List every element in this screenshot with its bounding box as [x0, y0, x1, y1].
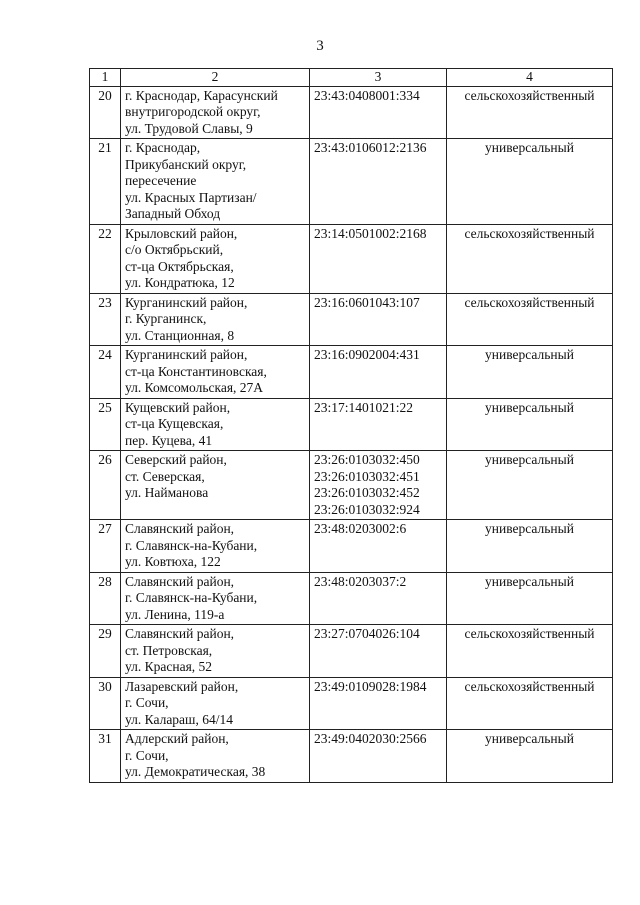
address-line: г. Сочи, [125, 747, 169, 763]
row-number: 21 [90, 139, 121, 225]
address-cell [121, 520, 310, 573]
address-cell [121, 677, 310, 730]
address-cell [121, 86, 310, 139]
address-cell [121, 139, 310, 225]
row-number: 24 [90, 346, 121, 399]
address-line: г. Сочи, [125, 695, 169, 710]
table-row [90, 730, 613, 783]
row-number: 20 [90, 86, 121, 139]
address-line: Курганинский район, [125, 347, 248, 362]
address-line: г. Славянск-на-Кубани, [125, 590, 258, 605]
cadastral-number: 23:26:0103032:451 [314, 468, 420, 484]
row-number: 28 [90, 572, 121, 625]
address-line: Лазаревский район, [125, 678, 239, 694]
address-cell [121, 625, 310, 678]
cadastral-number-cell [310, 625, 447, 678]
market-type-cell: универсальный [447, 520, 613, 573]
address-line: г. Краснодар, Карасунский [125, 87, 278, 103]
table-row [90, 139, 613, 225]
page-number: 3 [316, 38, 324, 54]
cadastral-number-cell [310, 572, 447, 625]
address-cell [121, 293, 310, 346]
cadastral-number: 23:43:0408001:334 [314, 87, 420, 103]
cadastral-number-cell [310, 451, 447, 520]
cadastral-number: 23:49:0402030:2566 [314, 731, 427, 746]
table-body [90, 69, 613, 783]
table-row [90, 224, 613, 293]
address-cell [121, 730, 310, 783]
table-row [90, 293, 613, 346]
cadastral-number: 23:48:0203037:2 [314, 573, 407, 589]
column-header-1: 1 [90, 69, 121, 87]
address-line: ул. Станционная, 8 [125, 327, 235, 343]
cadastral-number-cell [310, 139, 447, 225]
market-type-cell: сельскохозяйственный [447, 677, 613, 730]
cadastral-number-cell [310, 520, 447, 573]
address-line: Прикубанский округ, [125, 156, 247, 172]
address-line: Славянский район, [125, 626, 235, 641]
row-number: 22 [90, 224, 121, 293]
address-line: ст. Петровская, [125, 642, 213, 658]
address-line: ул. Демократическая, 38 [125, 764, 266, 779]
address-line: с/о Октябрьский, [125, 242, 224, 257]
market-type-cell: универсальный [447, 139, 613, 225]
market-type-cell: универсальный [447, 572, 613, 625]
address-cell [121, 572, 310, 625]
table-row [90, 451, 613, 520]
address-cell [121, 346, 310, 399]
cadastral-number: 23:27:0704026:104 [314, 626, 420, 641]
cadastral-number-cell [310, 224, 447, 293]
market-type-cell: универсальный [447, 730, 613, 783]
address-line: ул. Красная, 52 [125, 659, 213, 674]
address-line: Курганинский район, [125, 294, 248, 310]
row-number: 30 [90, 677, 121, 730]
cadastral-number: 23:26:0103032:452 [314, 485, 420, 500]
address-line: ул. Найманова [125, 485, 209, 500]
address-line: Западный Обход [125, 206, 221, 221]
table-row [90, 346, 613, 399]
row-number: 27 [90, 520, 121, 573]
address-line: ул. Ленина, 119-а [125, 606, 225, 622]
address-line: Крыловский район, [125, 225, 238, 241]
address-line: ст-ца Константиновская, [125, 363, 267, 379]
row-number: 31 [90, 730, 121, 783]
market-type-cell: сельскохозяйственный [447, 224, 613, 293]
cadastral-number: 23:16:0902004:431 [314, 347, 420, 362]
market-type-cell: универсальный [447, 451, 613, 520]
address-line: ул. Комсомольская, 27А [125, 380, 264, 395]
address-cell [121, 398, 310, 451]
address-line: Адлерский район, [125, 731, 229, 746]
address-line: ст-ца Кущевская, [125, 416, 224, 431]
market-type-cell: сельскохозяйственный [447, 293, 613, 346]
table-row [90, 86, 613, 139]
address-line: ул. Трудовой Славы, 9 [125, 120, 253, 136]
cadastral-number: 23:16:0601043:107 [314, 294, 420, 310]
cadastral-number: 23:48:0203002:6 [314, 521, 407, 536]
address-line: г. Краснодар, [125, 140, 201, 155]
table-row [90, 625, 613, 678]
cadastral-number: 23:14:0501002:2168 [314, 225, 427, 241]
address-line: ул. Кондратюка, 12 [125, 275, 235, 290]
address-cell [121, 224, 310, 293]
address-line: пер. Куцева, 41 [125, 432, 213, 448]
column-header-4: 4 [447, 69, 613, 87]
cadastral-number: 23:26:0103032:924 [314, 501, 420, 517]
address-line: г. Курганинск, [125, 311, 207, 326]
cadastral-number-cell [310, 86, 447, 139]
cadastral-number: 23:17:1401021:22 [314, 399, 414, 415]
row-number: 26 [90, 451, 121, 520]
market-type-cell: универсальный [447, 398, 613, 451]
market-sites-table [89, 68, 613, 783]
table-row [90, 520, 613, 573]
column-header-2: 2 [121, 69, 310, 87]
column-header-3: 3 [310, 69, 447, 87]
cadastral-number: 23:49:0109028:1984 [314, 678, 427, 694]
row-number: 25 [90, 398, 121, 451]
cadastral-number-cell [310, 730, 447, 783]
table-row [90, 572, 613, 625]
row-number: 29 [90, 625, 121, 678]
cadastral-number-cell [310, 346, 447, 399]
address-line: Славянский район, [125, 573, 235, 589]
address-line: ст-ца Октябрьская, [125, 258, 234, 274]
address-line: ул. Ковтюха, 122 [125, 554, 221, 569]
address-line: внутригородской округ, [125, 104, 261, 119]
market-type-cell: сельскохозяйственный [447, 86, 613, 139]
address-line: Кущевский район, [125, 399, 231, 415]
address-line: ст. Северская, [125, 468, 205, 484]
row-number: 23 [90, 293, 121, 346]
table-row [90, 398, 613, 451]
cadastral-number-cell [310, 677, 447, 730]
address-line: г. Славянск-на-Кубани, [125, 537, 258, 553]
cadastral-number-cell [310, 398, 447, 451]
cadastral-number: 23:26:0103032:450 [314, 452, 420, 467]
market-type-cell: универсальный [447, 346, 613, 399]
address-line: ул. Красных Партизан/ [125, 189, 257, 205]
cadastral-number-cell [310, 293, 447, 346]
cadastral-number: 23:43:0106012:2136 [314, 140, 427, 155]
address-line: ул. Калараш, 64/14 [125, 711, 233, 727]
table-header-row [90, 69, 613, 87]
address-line: Северский район, [125, 452, 227, 467]
market-type-cell: сельскохозяйственный [447, 625, 613, 678]
address-line: Славянский район, [125, 521, 235, 536]
table-row [90, 677, 613, 730]
address-line: пересечение [125, 173, 197, 188]
address-cell [121, 451, 310, 520]
